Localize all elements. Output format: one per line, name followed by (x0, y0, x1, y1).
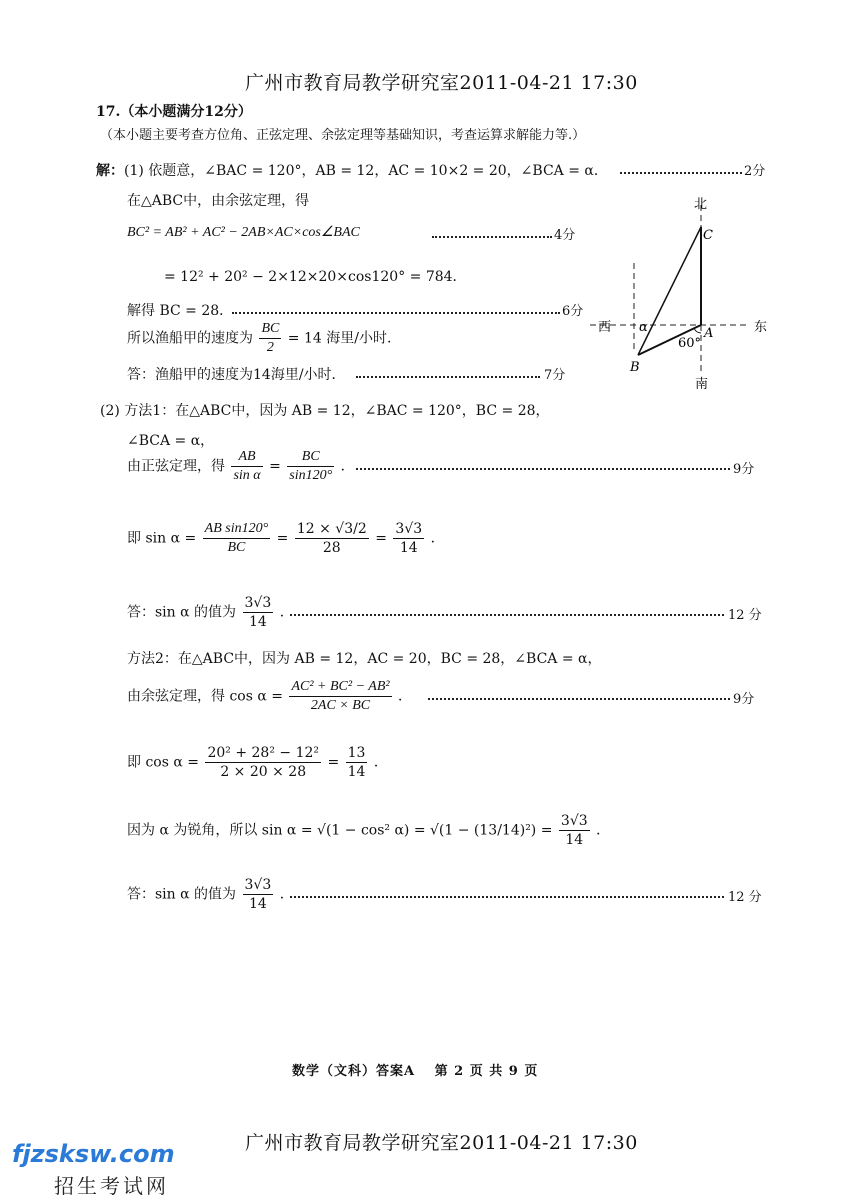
site-logo[interactable] (12, 1140, 175, 1199)
page-footer: 数学（文科）答案A 第 2 页 共 9 页 (292, 1064, 539, 1079)
speed-suffix: = 14 海里/小时. (287, 330, 392, 347)
sin-frac-3-den: 14 (399, 540, 418, 556)
method1-answer-num: 3√3 (244, 595, 272, 611)
sin-alpha-calc-line: 即 sin α = $\frac{\text{AB sin120°}}{BC}$ = $\frac{12 \times √3/2}{28}$ = $\frac{3√3}{14}$ ． (127, 521, 445, 556)
label-west: 西 (598, 320, 612, 335)
cos-alpha-calc-line: 即 cos α = $\frac{\text{20² + 28² − 12²}}{2 \times 20 \times 28}$ = $\frac{13}{14}$ ． (127, 745, 388, 780)
label-b: B (630, 360, 640, 375)
sin-alpha-prefix: 即 sin α = (127, 530, 197, 547)
cosine-law-den: 2AC × BC (310, 698, 371, 713)
sine-law-left (231, 448, 262, 485)
method2-answer-line: 答：sin α 的值为 $\frac{3√3}{14}$ ． (127, 877, 294, 912)
part1-computation: = 12² + 20² − 2×12×20×cos120° = 784． (164, 269, 467, 285)
part1-speed-line (127, 320, 391, 357)
part2-method1-line1: (2) 方法1：在△ABC中，因为 AB = 12，∠BAC = 120°，BC = 28， (100, 403, 550, 419)
part1-answer: 答：渔船甲的速度为14海里/小时． (127, 367, 346, 383)
points-9: 9分 (733, 462, 755, 477)
points-7: 7分 (544, 368, 566, 383)
sin-frac-1-den: BC (227, 540, 246, 555)
cos-frac-1-num: 20² + 28² − 12² (207, 745, 319, 761)
points-12-a: 12 分 (728, 608, 762, 623)
part2-method1-line2: ∠BCA = α， (127, 433, 215, 449)
acute-angle-num: 3√3 (560, 813, 588, 829)
header-watermark: 广州市教育局教学研究室2011-04-21 17:30 (245, 72, 638, 94)
label-a: A (704, 326, 714, 341)
sine-law-right-num: BC (287, 448, 334, 467)
cos-frac-2-den: 14 (347, 764, 366, 780)
method1-answer-den: 14 (248, 614, 267, 630)
label-east: 东 (754, 320, 768, 335)
acute-angle-line: 因为 α 为锐角，所以 sin α = √(1 − cos² α) = √(1 − (13/14)²) = $\frac{3√3}{14}$ ． (127, 813, 611, 848)
label-north: 北 (694, 197, 708, 212)
leader-dots (232, 312, 560, 314)
cosine-law-prefix: 由余弦定理，得 cos α = (127, 688, 283, 705)
points-2: 2分 (744, 164, 766, 179)
sin-frac-3 (393, 520, 424, 557)
label-south: 南 (695, 377, 709, 392)
sin-frac-2-num: 12 × √3/2 (296, 521, 367, 537)
acute-angle-frac (559, 812, 590, 849)
part1-line2: 在△ABC中，由余弦定理，得 (127, 193, 310, 209)
solution-label: 解： (96, 163, 124, 179)
direction-diagram (590, 185, 780, 400)
equals: = (269, 458, 281, 475)
method1-answer-line: 答：sin α 的值为 $\frac{3√3}{14}$ ． (127, 595, 294, 630)
speed-fraction-num: BC (259, 320, 281, 339)
leader-dots (290, 896, 724, 898)
leader-dots (356, 376, 540, 378)
cos-alpha-prefix: 即 cos α = (127, 754, 199, 771)
acute-angle-prefix: 因为 α 为锐角，所以 sin α = √(1 − cos² α) = √(1 − (13/14)²) = (127, 822, 553, 839)
label-c: C (703, 228, 713, 243)
acute-angle-den: 14 (565, 832, 584, 848)
speed-fraction-den: 2 (266, 340, 274, 355)
method2-answer-prefix: 答：sin α 的值为 (127, 886, 237, 903)
problem-number: 17.（本小题满分12分） (96, 104, 252, 120)
cos-frac-2 (346, 744, 368, 781)
cosine-law-frac (289, 678, 391, 715)
speed-fraction (259, 320, 281, 357)
part2-method2-line1: 方法2：在△ABC中，因为 AB = 12，AC = 20，BC = 28，∠BCA = α， (127, 651, 602, 667)
part1-law-of-cosines: BC² = AB² + AC² − 2AB×AC×cos∠BAC (127, 225, 360, 240)
sine-law-right-den: sin120° (289, 468, 333, 483)
part1-solve-bc: 解得 BC = 28． (127, 303, 234, 319)
cos-frac-1-den: 2 × 20 × 28 (220, 764, 307, 780)
points-9-b: 9分 (733, 692, 755, 707)
label-alpha: α (639, 320, 648, 335)
site-logo-tagline: 招生考试网 (54, 1174, 169, 1198)
sin-frac-1-num: AB sin120° (203, 520, 271, 539)
method2-answer-num: 3√3 (244, 877, 272, 893)
leader-dots (290, 614, 724, 616)
problem-intro: （本小题主要考查方位角、正弦定理、余弦定理等基础知识，考查运算求解能力等.） (100, 128, 586, 143)
sin-frac-1 (203, 520, 271, 557)
speed-prefix: 所以渔船甲的速度为 (127, 330, 253, 347)
cosine-law-num: AC² + BC² − AB² (289, 678, 391, 697)
sine-law-line: 由正弦定理，得 $\frac{AB}{\text{sin α}}$ = $\frac{BC}{\sin 120^\circ}$ ． (127, 449, 355, 483)
leader-dots (356, 468, 730, 470)
method2-answer-den: 14 (248, 896, 267, 912)
leader-dots (620, 172, 742, 174)
leader-dots (432, 236, 552, 238)
sin-frac-2 (295, 520, 369, 557)
leader-dots (428, 698, 730, 700)
method2-answer-frac (243, 876, 274, 913)
sine-law-prefix: 由正弦定理，得 (127, 458, 225, 475)
site-logo-text: fjzsksw.com (12, 1140, 175, 1168)
sin-frac-2-den: 28 (322, 540, 341, 556)
sine-law-right (287, 448, 334, 485)
cos-frac-2-num: 13 (347, 745, 366, 761)
points-12-b: 12 分 (728, 890, 762, 905)
method1-answer-prefix: 答：sin α 的值为 (127, 604, 237, 621)
footer-watermark: 广州市教育局教学研究室2011-04-21 17:30 (245, 1132, 638, 1154)
points-6: 6分 (562, 304, 584, 319)
part1-line1: (1) 依题意，∠BAC = 120°，AB = 12，AC = 10×2 = 20，∠BCA = α． (124, 163, 608, 179)
sin-frac-3-num: 3√3 (395, 521, 423, 537)
label-60: 60° (678, 336, 702, 351)
sine-law-left-den: sin α (233, 468, 261, 483)
sine-law-left-num: AB (231, 448, 262, 467)
cosine-law-line: 由余弦定理，得 cos α = $\frac{\text{AC² + BC² − AB²}}{2AC \times BC}$ ． (127, 679, 413, 713)
method1-answer-frac (243, 594, 274, 631)
points-4: 4分 (554, 228, 576, 243)
cos-frac-1 (205, 744, 321, 781)
